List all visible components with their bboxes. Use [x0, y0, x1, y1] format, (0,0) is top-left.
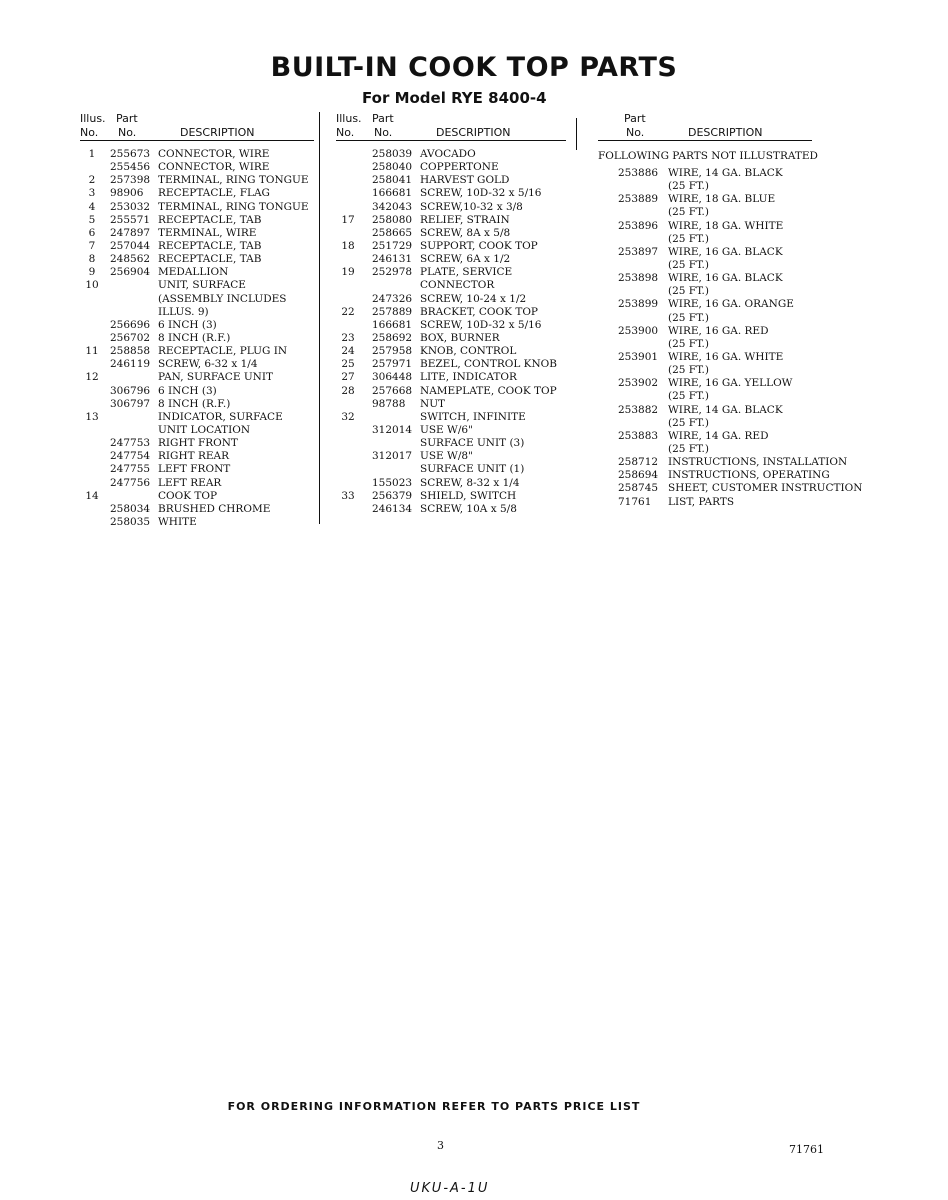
parts-row: [598, 259, 858, 272]
part-description: (25 FT.): [668, 364, 709, 377]
part-description: PLATE, SERVICE: [420, 266, 513, 279]
part-number: 247897: [110, 226, 151, 239]
part-description: (ASSEMBLY INCLUDES: [158, 292, 287, 305]
part-number: 306796: [110, 384, 151, 397]
part-number: 253900: [618, 324, 659, 337]
parts-row: [598, 351, 858, 364]
parts-row: [336, 161, 576, 174]
parts-row: [80, 293, 320, 306]
part-description: MEDALLION: [158, 266, 229, 279]
part-description: RIGHT REAR: [158, 450, 229, 463]
part-description: SURFACE UNIT (3): [420, 437, 525, 450]
parts-row: [336, 463, 576, 476]
parts-row: [336, 345, 576, 358]
part-description: (25 FT.): [668, 337, 709, 350]
parts-column-1: [80, 112, 320, 529]
part-description: SCREW, 10D-32 x 5/16: [420, 318, 542, 331]
illus-number: 11: [85, 345, 99, 358]
part-description: SUPPORT, COOK TOP: [420, 239, 538, 252]
header-part-label: Part: [116, 112, 138, 125]
parts-row: [336, 227, 576, 240]
not-illustrated-heading: FOLLOWING PARTS NOT ILLUSTRATED: [598, 150, 818, 162]
part-description: SCREW,10-32 x 3/8: [420, 200, 523, 213]
parts-row: [80, 450, 320, 463]
part-description: SURFACE UNIT (1): [420, 463, 525, 476]
part-number: 98788: [372, 397, 406, 410]
parts-row: [80, 424, 320, 437]
header-rule: [80, 140, 314, 141]
part-description: USE W/6": [420, 423, 473, 436]
parts-row: [598, 404, 858, 417]
part-number: 71761: [618, 495, 652, 508]
part-description: SCREW, 10-24 x 1/2: [420, 292, 527, 305]
page-subtitle: For Model RYE 8400-4: [362, 89, 547, 107]
part-number: 258745: [618, 482, 659, 495]
part-description: WIRE, 16 GA. BLACK: [668, 245, 783, 258]
part-number: 253898: [618, 272, 659, 285]
part-description: LITE, INDICATOR: [420, 371, 517, 384]
parts-row: [336, 266, 576, 279]
part-number: 256696: [110, 318, 151, 331]
parts-row: [336, 437, 576, 450]
part-description: WIRE, 18 GA. BLUE: [668, 193, 776, 206]
illus-number: 18: [341, 239, 355, 252]
parts-column-2: [336, 112, 576, 516]
part-description: WHITE: [158, 515, 197, 528]
part-number: 246131: [372, 253, 413, 266]
column-header: [598, 112, 858, 140]
part-number: 166681: [372, 187, 413, 200]
header-part-label: Part: [624, 112, 646, 125]
parts-row: [336, 319, 576, 332]
parts-row: [336, 450, 576, 463]
parts-row: [336, 240, 576, 253]
illus-number: 14: [85, 489, 99, 502]
parts-row: [80, 201, 320, 214]
parts-row: [336, 174, 576, 187]
part-number: 251729: [372, 239, 413, 252]
part-description: RELIEF, STRAIN: [420, 213, 510, 226]
parts-row: [336, 490, 576, 503]
part-number: 256904: [110, 266, 151, 279]
part-description: RECEPTACLE, TAB: [158, 239, 262, 252]
part-description: CONNECTOR, WIRE: [158, 161, 270, 174]
header-illus-label: Illus.: [80, 112, 106, 125]
header-part-no: No.: [626, 126, 645, 139]
part-number: 258040: [372, 161, 413, 174]
parts-row: [598, 456, 858, 469]
header-part-no: No.: [118, 126, 137, 139]
illus-number: 17: [341, 213, 355, 226]
column-header: [336, 112, 576, 140]
part-description: WIRE, 14 GA. BLACK: [668, 403, 783, 416]
parts-row: [598, 220, 858, 233]
part-number: 247754: [110, 450, 151, 463]
column-divider: [319, 112, 320, 524]
parts-row: [80, 319, 320, 332]
parts-row: [598, 377, 858, 390]
part-description: TERMINAL, RING TONGUE: [158, 200, 309, 213]
parts-row: [336, 477, 576, 490]
part-number: 247753: [110, 437, 151, 450]
part-number: 98906: [110, 187, 144, 200]
part-description: CONNECTOR, WIRE: [158, 148, 270, 160]
part-number: 258039: [372, 148, 413, 160]
part-number: 253901: [618, 350, 659, 363]
parts-row: [598, 496, 858, 509]
illus-number: 32: [341, 410, 355, 423]
part-number: 257044: [110, 239, 151, 252]
part-number: 248562: [110, 253, 151, 266]
parts-row: [336, 187, 576, 200]
part-description: SCREW, 6A x 1/2: [420, 253, 511, 266]
parts-row: [598, 390, 858, 403]
header-description: DESCRIPTION: [180, 126, 255, 139]
illus-number: 4: [88, 200, 96, 213]
part-number: 312014: [372, 423, 413, 436]
part-description: HARVEST GOLD: [420, 174, 510, 187]
part-description: LEFT REAR: [158, 476, 222, 489]
parts-row: [336, 201, 576, 214]
parts-list-3: [598, 167, 863, 509]
header-part-no: No.: [374, 126, 393, 139]
illus-number: 28: [341, 384, 355, 397]
part-description: WIRE, 16 GA. ORANGE: [668, 298, 794, 311]
part-description: WIRE, 16 GA. YELLOW: [668, 377, 793, 390]
parts-row: [598, 430, 858, 443]
part-number: 257889: [372, 305, 413, 318]
part-description: SCREW, 8A x 5/8: [420, 226, 511, 239]
parts-row: [80, 174, 320, 187]
parts-row: [80, 398, 320, 411]
part-description: 6 INCH (3): [158, 384, 217, 397]
part-description: WIRE, 16 GA. BLACK: [668, 272, 783, 285]
parts-row: [80, 227, 320, 240]
parts-row: [80, 345, 320, 358]
part-number: 247755: [110, 463, 151, 476]
part-description: 8 INCH (R.F.): [158, 331, 231, 344]
parts-row: [80, 332, 320, 345]
parts-row: [336, 214, 576, 227]
header-illus-label: Illus.: [336, 112, 362, 125]
part-description: (25 FT.): [668, 442, 709, 455]
header-rule: [336, 140, 566, 141]
part-number: 253897: [618, 245, 659, 258]
part-description: TERMINAL, WIRE: [158, 226, 257, 239]
parts-row: [80, 463, 320, 476]
part-description: (25 FT.): [668, 416, 709, 429]
part-description: BEZEL, CONTROL KNOB: [420, 358, 558, 371]
part-description: COPPERTONE: [420, 161, 499, 174]
illus-number: 12: [85, 371, 99, 384]
part-number: 258712: [618, 456, 659, 469]
document-number: 71761: [789, 1143, 824, 1156]
part-number: 253883: [618, 429, 659, 442]
part-description: SHEET, CUSTOMER INSTRUCTION: [668, 482, 863, 495]
parts-row: [598, 443, 858, 456]
parts-row: [336, 385, 576, 398]
parts-row: [336, 293, 576, 306]
part-description: (25 FT.): [668, 390, 709, 403]
part-description: CONNECTOR: [420, 279, 495, 292]
part-number: 155023: [372, 476, 413, 489]
header-description: DESCRIPTION: [436, 126, 511, 139]
part-description: RECEPTACLE, PLUG IN: [158, 345, 288, 358]
part-description: WIRE, 16 GA. RED: [668, 324, 769, 337]
part-description: COOK TOP: [158, 489, 218, 502]
part-number: 255571: [110, 213, 151, 226]
part-description: RECEPTACLE, TAB: [158, 253, 262, 266]
part-number: 258035: [110, 515, 151, 528]
part-description: SWITCH, INFINITE: [420, 410, 526, 423]
part-number: 258080: [372, 213, 413, 226]
parts-row: [336, 306, 576, 319]
parts-row: [336, 358, 576, 371]
column-divider: [576, 118, 577, 150]
part-description: (25 FT.): [668, 258, 709, 271]
parts-row: [598, 298, 858, 311]
part-description: USE W/8": [420, 450, 473, 463]
part-description: LEFT FRONT: [158, 463, 231, 476]
parts-row: [80, 503, 320, 516]
part-number: 247326: [372, 292, 413, 305]
part-description: SHIELD, SWITCH: [420, 489, 517, 502]
parts-row: [598, 167, 858, 180]
part-description: BOX, BURNER: [420, 331, 500, 344]
illus-number: 23: [341, 331, 355, 344]
parts-row: [598, 417, 858, 430]
part-description: ILLUS. 9): [158, 305, 209, 318]
handwritten-note: UKU-A-1U: [410, 1181, 490, 1196]
parts-row: [336, 148, 576, 161]
parts-row: [80, 187, 320, 200]
part-number: 258041: [372, 174, 413, 187]
illus-number: 22: [341, 305, 355, 318]
header-description: DESCRIPTION: [688, 126, 763, 139]
parts-row: [336, 503, 576, 516]
parts-row: [80, 516, 320, 529]
illus-number: 13: [85, 410, 99, 423]
parts-row: [80, 358, 320, 371]
parts-row: [80, 266, 320, 279]
part-description: SCREW, 8-32 x 1/4: [420, 476, 520, 489]
parts-row: [598, 285, 858, 298]
parts-row: [598, 180, 858, 193]
part-description: UNIT, SURFACE: [158, 279, 246, 292]
parts-row: [336, 253, 576, 266]
illus-number: 8: [88, 253, 96, 266]
illus-number: 25: [341, 358, 355, 371]
part-number: 246134: [372, 502, 413, 515]
part-number: 253899: [618, 298, 659, 311]
parts-row: [598, 193, 858, 206]
parts-row: [336, 424, 576, 437]
part-number: 256702: [110, 331, 151, 344]
parts-row: [336, 411, 576, 424]
part-description: (25 FT.): [668, 232, 709, 245]
parts-row: [80, 214, 320, 227]
parts-row: [80, 490, 320, 503]
part-description: SCREW, 10D-32 x 5/16: [420, 187, 542, 200]
part-description: (25 FT.): [668, 180, 709, 193]
parts-list-1: [80, 148, 320, 529]
part-number: 255673: [110, 148, 151, 160]
part-description: BRACKET, COOK TOP: [420, 305, 538, 318]
parts-row: [598, 469, 858, 482]
parts-row: [80, 279, 320, 292]
illus-number: 33: [341, 489, 355, 502]
part-number: 257958: [372, 345, 413, 358]
parts-row: [598, 312, 858, 325]
illus-number: 3: [88, 187, 96, 200]
illus-number: 6: [88, 226, 96, 239]
part-number: 258694: [618, 469, 659, 482]
parts-row: [80, 253, 320, 266]
parts-row: [336, 332, 576, 345]
part-number: 258034: [110, 502, 151, 515]
header-illus-no: No.: [336, 126, 355, 139]
part-number: 312017: [372, 450, 413, 463]
part-number: 253032: [110, 200, 151, 213]
part-description: SCREW, 6-32 x 1/4: [158, 358, 258, 371]
illus-number: 9: [88, 266, 96, 279]
parts-row: [336, 279, 576, 292]
parts-row: [80, 306, 320, 319]
part-number: 256379: [372, 489, 413, 502]
ordering-note: FOR ORDERING INFORMATION REFER TO PARTS PRICE LIST: [227, 1100, 641, 1113]
parts-column-3: [598, 112, 863, 509]
part-description: UNIT LOCATION: [158, 423, 251, 436]
illus-number: 24: [341, 345, 355, 358]
parts-row: [80, 161, 320, 174]
parts-row: [598, 233, 858, 246]
part-description: WIRE, 18 GA. WHITE: [668, 219, 784, 232]
header-illus-no: No.: [80, 126, 99, 139]
illus-number: 5: [88, 213, 96, 226]
parts-row: [80, 240, 320, 253]
part-description: NAMEPLATE, COOK TOP: [420, 384, 557, 397]
part-number: 257971: [372, 358, 413, 371]
part-description: AVOCADO: [420, 148, 476, 160]
part-number: 255456: [110, 161, 151, 174]
column-header: [80, 112, 320, 140]
parts-row: [336, 371, 576, 384]
part-description: (25 FT.): [668, 206, 709, 219]
part-description: NUT: [420, 397, 446, 410]
part-number: 306797: [110, 397, 151, 410]
parts-row: [80, 148, 320, 161]
part-number: 306448: [372, 371, 413, 384]
part-description: LIST, PARTS: [668, 495, 735, 508]
part-description: WIRE, 14 GA. RED: [668, 429, 769, 442]
part-description: WIRE, 16 GA. WHITE: [668, 350, 784, 363]
part-description: INDICATOR, SURFACE: [158, 410, 283, 423]
part-number: 258665: [372, 226, 413, 239]
part-description: RIGHT FRONT: [158, 437, 238, 450]
parts-row: [80, 437, 320, 450]
page-title: BUILT-IN COOK TOP PARTS: [270, 52, 678, 83]
part-description: RECEPTACLE, TAB: [158, 213, 262, 226]
part-description: INSTRUCTIONS, OPERATING: [668, 469, 830, 482]
parts-list-2: [336, 148, 576, 516]
part-description: INSTRUCTIONS, INSTALLATION: [668, 456, 848, 469]
part-number: 253882: [618, 403, 659, 416]
parts-row: [80, 371, 320, 384]
illus-number: 7: [88, 239, 96, 252]
part-number: 253902: [618, 377, 659, 390]
part-number: 246119: [110, 358, 151, 371]
illus-number: 2: [88, 174, 96, 187]
parts-row: [336, 398, 576, 411]
part-number: 252978: [372, 266, 413, 279]
parts-row: [598, 246, 858, 259]
part-description: 6 INCH (3): [158, 318, 217, 331]
illus-number: 10: [85, 279, 99, 292]
part-description: BRUSHED CHROME: [158, 502, 271, 515]
parts-row: [598, 338, 858, 351]
parts-row: [80, 411, 320, 424]
part-number: 342043: [372, 200, 413, 213]
part-number: 253889: [618, 193, 659, 206]
parts-row: [598, 272, 858, 285]
part-description: (25 FT.): [668, 311, 709, 324]
part-number: 247756: [110, 476, 151, 489]
part-number: 257398: [110, 174, 151, 187]
parts-row: [80, 477, 320, 490]
part-description: 8 INCH (R.F.): [158, 397, 231, 410]
part-description: SCREW, 10A x 5/8: [420, 502, 517, 515]
part-number: 258692: [372, 331, 413, 344]
part-description: RECEPTACLE, FLAG: [158, 187, 270, 200]
illus-number: 27: [341, 371, 355, 384]
parts-row: [598, 325, 858, 338]
page-number: 3: [437, 1139, 444, 1152]
part-number: 253896: [618, 219, 659, 232]
part-number: 253886: [618, 167, 659, 179]
part-description: PAN, SURFACE UNIT: [158, 371, 274, 384]
part-description: KNOB, CONTROL: [420, 345, 517, 358]
header-part-label: Part: [372, 112, 394, 125]
parts-row: [80, 385, 320, 398]
part-number: 258858: [110, 345, 151, 358]
part-number: 257668: [372, 384, 413, 397]
part-number: 166681: [372, 318, 413, 331]
part-description: WIRE, 14 GA. BLACK: [668, 167, 783, 179]
illus-number: 19: [341, 266, 355, 279]
parts-row: [598, 482, 863, 495]
part-description: TERMINAL, RING TONGUE: [158, 174, 309, 187]
parts-row: [598, 206, 858, 219]
illus-number: 1: [88, 148, 96, 160]
part-description: (25 FT.): [668, 285, 709, 298]
parts-row: [598, 364, 858, 377]
